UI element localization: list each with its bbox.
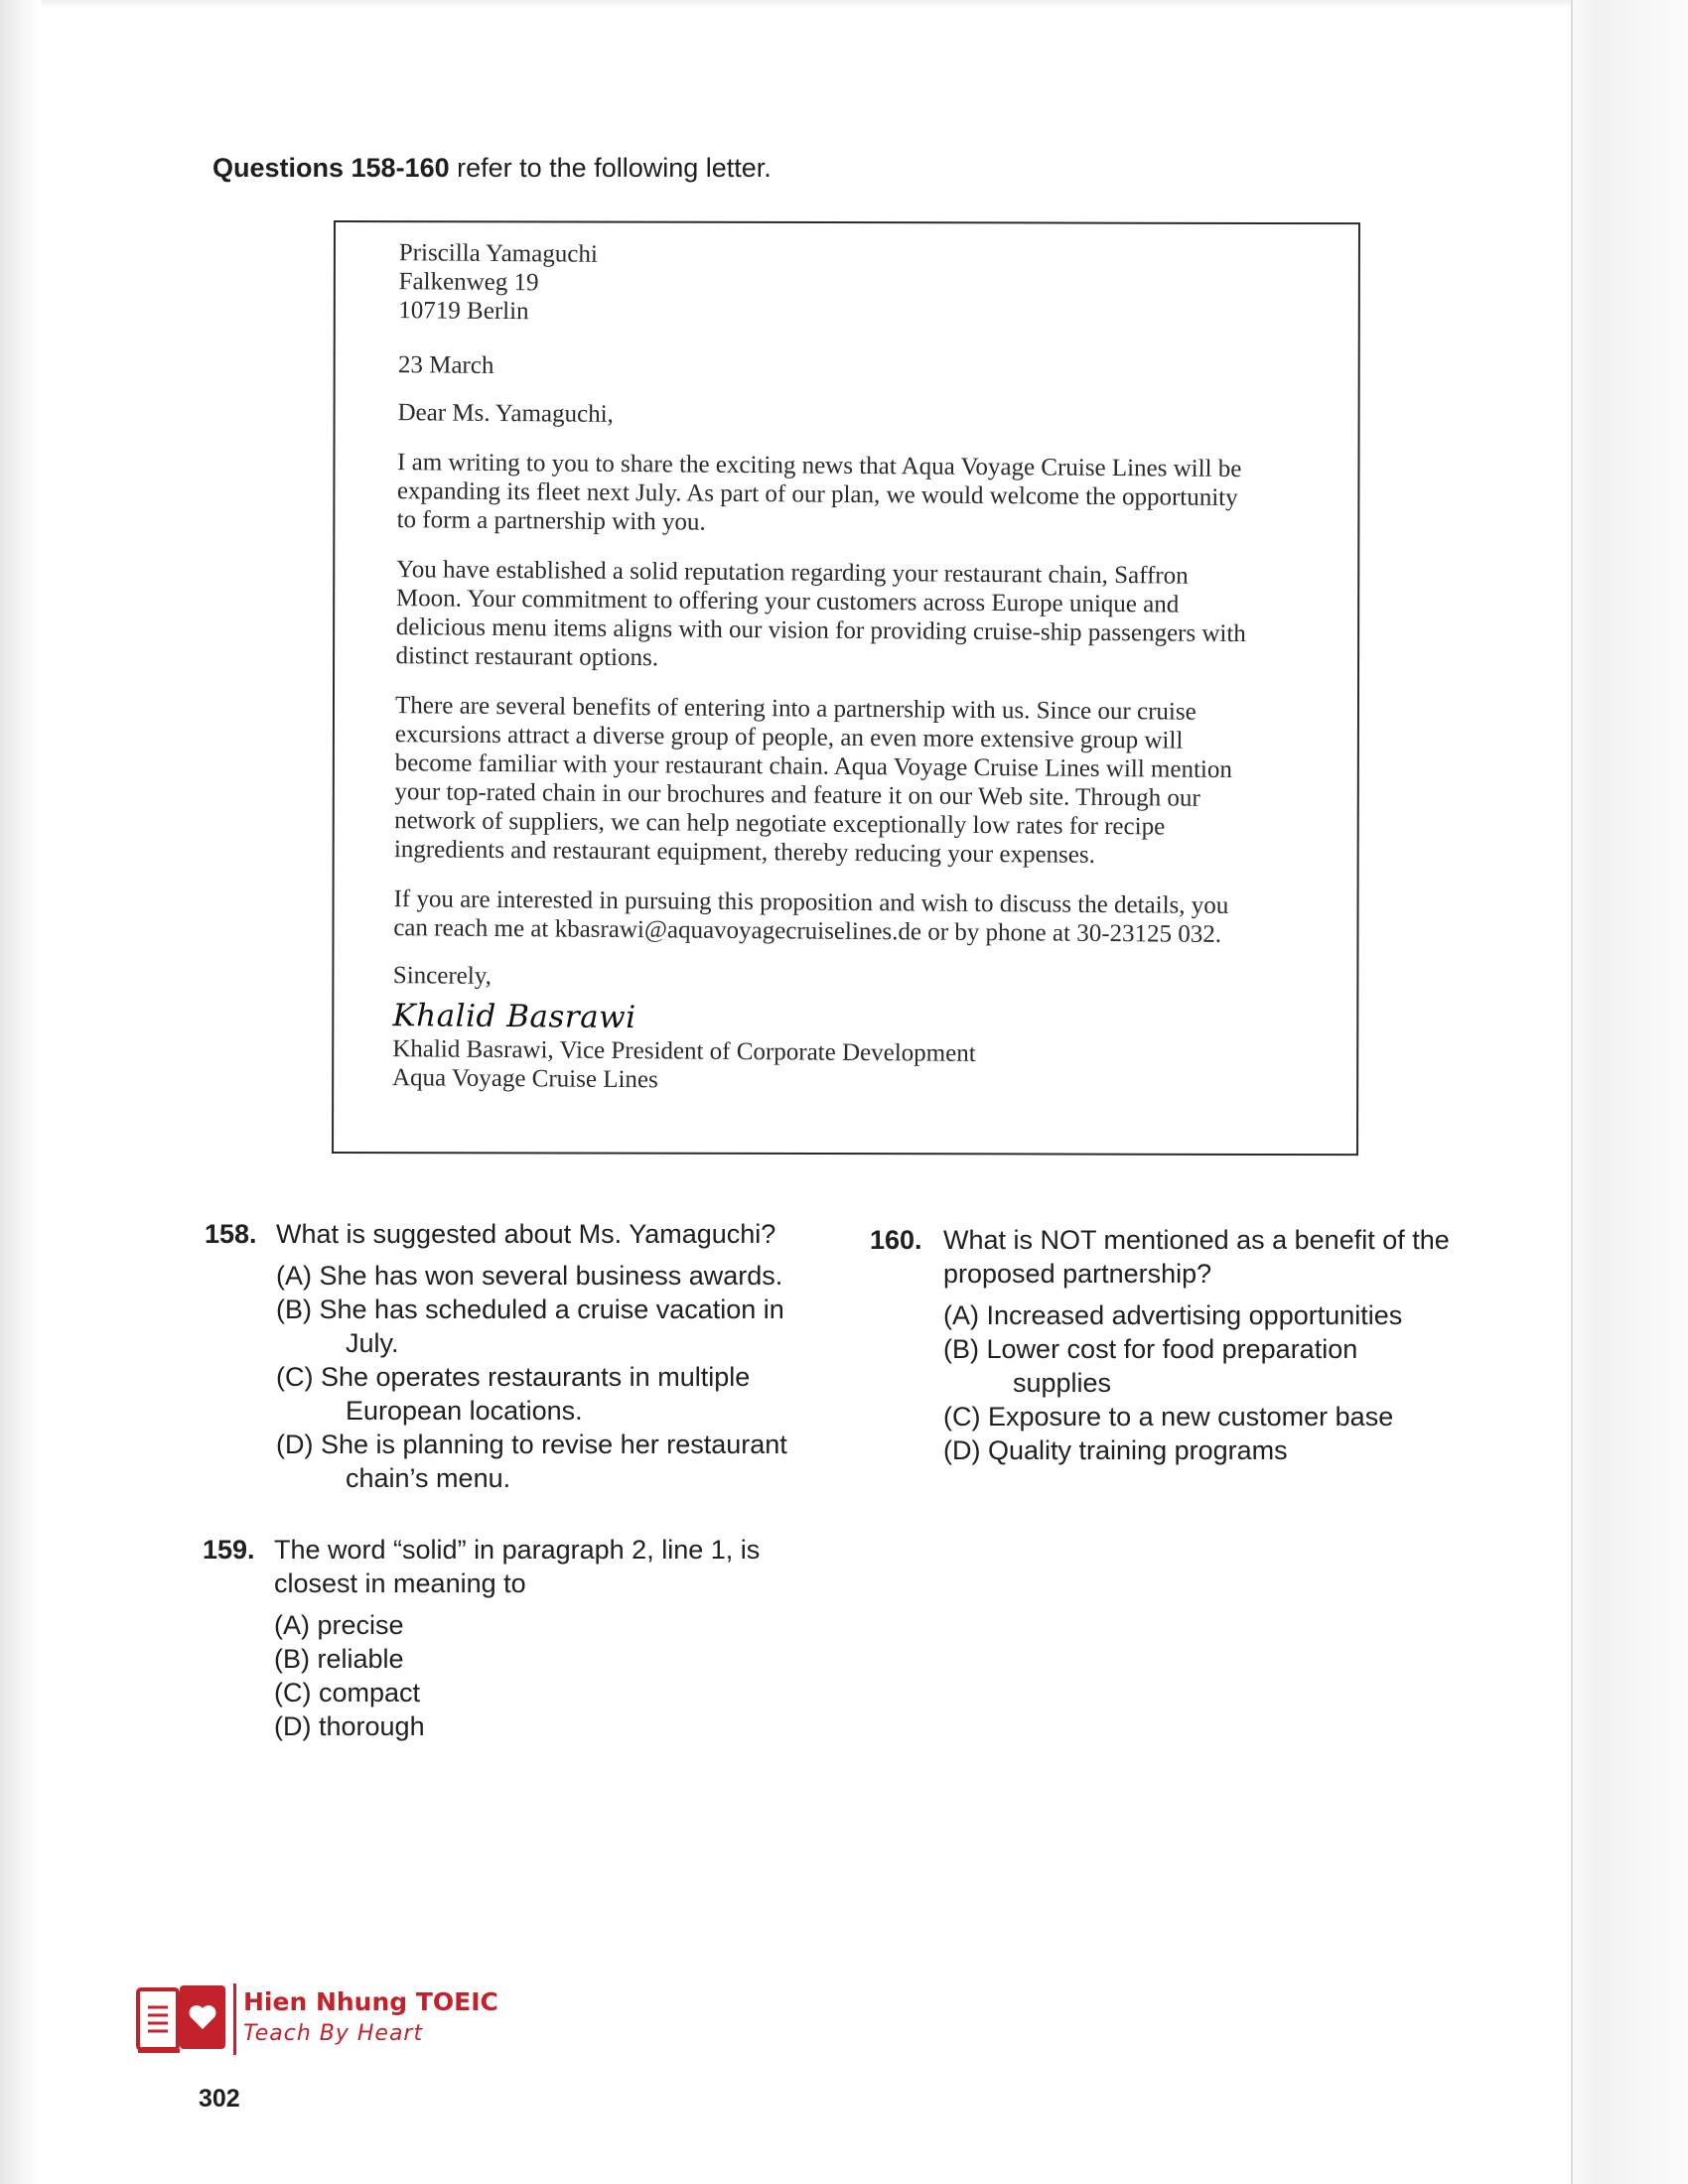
option-a[interactable]	[943, 1298, 1525, 1332]
logo-title: Hien Nhung TOEIC	[243, 1987, 498, 2016]
paragraph-4	[393, 885, 1307, 950]
question-number: 158.	[205, 1219, 257, 1249]
stem-line: The word “solid” in paragraph 2, line 1, is	[274, 1535, 761, 1565]
option-text: precise	[317, 1610, 404, 1640]
question-stem: What is suggested about Ms. Yamaguchi?	[276, 1219, 776, 1249]
option-text: She has won several business awards.	[319, 1261, 783, 1291]
closing: Sincerely,	[392, 962, 492, 990]
option-text: chain’s menu.	[346, 1463, 511, 1493]
question-number: 159.	[203, 1535, 255, 1565]
scan-shadow-left	[0, 0, 42, 2184]
option-text: She is planning to revise her restaurant	[321, 1430, 787, 1459]
handwritten-signature: Khalid Basrawi	[392, 998, 636, 1036]
stem-line: closest in meaning to	[274, 1569, 526, 1598]
question-159	[203, 1533, 838, 1743]
scan-edge-right	[1571, 0, 1688, 2184]
option-label: (C)	[274, 1678, 312, 1707]
stem-line: What is NOT mentioned as a benefit of the	[943, 1225, 1450, 1255]
paragraph-line: can reach me at kbasrawi@aquavoyagecruiselines.de or by phone at 30-23125 032.	[393, 914, 1222, 948]
option-a[interactable]	[276, 1259, 840, 1293]
letter	[392, 238, 1313, 1100]
paragraph-line: expanding its fleet next July. As part of our plan, we would welcome the opportunity	[396, 478, 1238, 512]
logo-subtitle: Teach By Heart	[243, 2021, 424, 2046]
paragraph-line: If you are interested in pursuing this proposition and wish to discuss the details, you	[393, 886, 1229, 920]
option-text: She operates restaurants in multiple	[321, 1362, 751, 1392]
address-line: Falkenweg 19	[398, 268, 539, 297]
paragraph-line: become familiar with your restaurant chain. Aqua Voyage Cruise Lines will mention	[394, 750, 1233, 784]
logo-divider	[233, 1983, 236, 2055]
option-label: (B)	[276, 1295, 312, 1324]
paragraph-3	[394, 691, 1309, 872]
address-line: 10719 Berlin	[398, 297, 529, 326]
option-b[interactable]	[274, 1642, 838, 1676]
option-text: Exposure to a new customer base	[988, 1402, 1394, 1432]
paragraph-line: Moon. Your commitment to offering your customers across Europe unique and	[395, 585, 1180, 618]
option-label: (B)	[943, 1334, 979, 1364]
option-text: supplies	[1013, 1368, 1112, 1398]
option-text: Lower cost for food preparation	[986, 1334, 1358, 1364]
option-text: She has scheduled a cruise vacation in	[319, 1295, 784, 1324]
paragraph-1	[397, 448, 1312, 542]
letter-frame	[332, 220, 1360, 1156]
option-label: (A)	[274, 1610, 310, 1640]
option-b[interactable]	[276, 1293, 840, 1360]
option-label: (A)	[943, 1300, 979, 1330]
signer-line: Khalid Basrawi, Vice President of Corporate Development	[392, 1035, 976, 1067]
intro-text: refer to the following letter.	[449, 153, 772, 183]
option-text: July.	[346, 1328, 399, 1358]
option-label: (D)	[276, 1430, 314, 1459]
option-label: (B)	[274, 1644, 310, 1674]
paragraph-line: to form a partnership with you.	[396, 506, 706, 536]
options	[274, 1608, 838, 1743]
address-line: Priscilla Yamaguchi	[398, 239, 598, 268]
question-number: 160.	[870, 1225, 922, 1255]
paragraph-line: I am writing to you to share the exciting news that Aqua Voyage Cruise Lines will be	[397, 449, 1242, 483]
open-book-heart-icon	[136, 1983, 227, 2055]
question-stem	[274, 1533, 760, 1600]
option-text: European locations.	[346, 1396, 583, 1426]
question-160	[870, 1223, 1525, 1467]
option-text: reliable	[317, 1644, 404, 1674]
paragraph-line: ingredients and restaurant equipment, thereby reducing your expenses.	[393, 836, 1096, 869]
option-c[interactable]	[274, 1676, 838, 1709]
letter-date: 23 March	[397, 351, 494, 379]
option-a[interactable]	[274, 1608, 838, 1642]
option-text: compact	[319, 1678, 421, 1707]
page-number: 302	[199, 2085, 240, 2113]
paragraph-line: You have established a solid reputation regarding your restaurant chain, Saffron	[396, 556, 1189, 590]
option-label: (D)	[274, 1711, 312, 1741]
paragraph-line: your top-rated chain in our brochures and feature it on our Web site. Through our	[394, 778, 1200, 812]
question-158	[205, 1217, 840, 1495]
option-label: (D)	[943, 1435, 981, 1465]
option-c[interactable]	[943, 1400, 1525, 1433]
paragraph-line: delicious menu items aligns with our vision for providing cruise-ship passengers with	[395, 614, 1246, 648]
options	[943, 1298, 1525, 1467]
question-range: Questions 158-160	[212, 153, 450, 183]
paragraph-line: excursions attract a diverse group of people, an even more extensive group will	[394, 721, 1184, 754]
section-intro	[212, 153, 772, 184]
signer-line: Aqua Voyage Cruise Lines	[391, 1064, 658, 1094]
option-c[interactable]	[276, 1360, 840, 1428]
option-text: Quality training programs	[988, 1435, 1288, 1465]
paragraph-line: network of suppliers, we can help negotiate exceptionally low rates for recipe	[394, 807, 1166, 841]
signer-block	[392, 1034, 1306, 1100]
question-stem	[943, 1223, 1450, 1291]
paragraph-line: There are several benefits of entering into a partnership with us. Since our cruise	[394, 692, 1196, 726]
paragraph-line: distinct restaurant options.	[395, 642, 659, 672]
option-d[interactable]	[943, 1433, 1525, 1467]
salutation: Dear Ms. Yamaguchi,	[397, 399, 614, 428]
option-label: (C)	[943, 1402, 981, 1432]
option-label: (C)	[276, 1362, 314, 1392]
stem-line: proposed partnership?	[943, 1259, 1212, 1289]
scan-edge-line	[1571, 0, 1573, 2184]
paragraph-2	[395, 555, 1310, 678]
option-text: Increased advertising opportunities	[986, 1300, 1403, 1330]
recipient-address	[398, 238, 1313, 333]
option-d[interactable]	[276, 1428, 840, 1495]
options	[276, 1259, 840, 1495]
scan-edge-top	[42, 0, 1571, 8]
option-b[interactable]	[943, 1332, 1525, 1400]
option-label: (A)	[276, 1261, 312, 1291]
option-d[interactable]	[274, 1709, 838, 1743]
option-text: thorough	[319, 1711, 425, 1741]
